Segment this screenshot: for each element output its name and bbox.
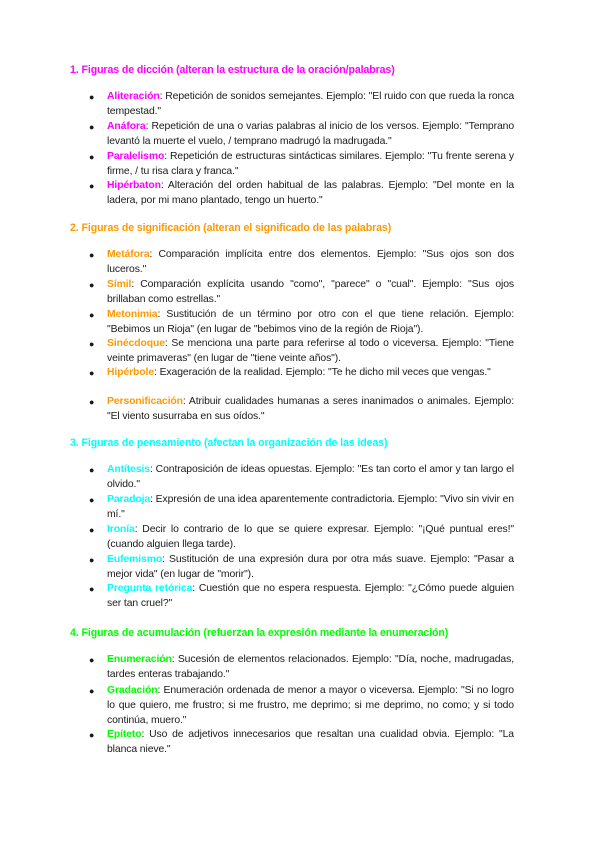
figure-term: Personificación — [107, 396, 183, 407]
figure-term: Pregunta retórica — [107, 583, 193, 594]
figure-description: : Repetición de estructuras sintácticas similares. Ejemplo: "Tu frente serena y firme, / tu risa clara y franca." — [107, 151, 514, 177]
figure-description: : Exageración de la realidad. Ejemplo: "Te he dicho mil veces que vengas." — [154, 367, 491, 378]
figure-description: : Se menciona una parte para referirse al todo o viceversa. Ejemplo: "Tiene veinte primaveras" (en lugar de "tiene veinte años"). — [107, 338, 514, 364]
figure-term: Hipérbole — [107, 367, 155, 378]
figure-description: : Alteración del orden habitual de las palabras. Ejemplo: "Del monte en la ladera, por mi mano plantado, tengo un huerto." — [107, 180, 514, 206]
bullet-icon: ● — [89, 152, 95, 162]
figure-term: Hipérbaton — [107, 180, 161, 191]
figure-description: : Decir lo contrario de lo que se quiere expresar. Ejemplo: "¡Qué puntual eres!" (cuando alguien llega tarde). — [107, 524, 514, 550]
figure-term: Ironía — [107, 524, 135, 535]
figure-term: Eufemismo — [107, 554, 163, 565]
section-heading: 1. Figuras de dicción (alteran la estructura de la oración/palabras) — [70, 64, 395, 76]
figure-term: Epíteto — [107, 729, 142, 740]
figure-description: : Uso de adjetivos innecesarios que resaltan una cualidad obvia. Ejemplo: "La blanca nieve." — [107, 729, 514, 755]
figure-description: : Cuestión que no espera respuesta. Ejemplo: "¿Cómo puede alguien ser tan cruel?" — [107, 583, 514, 609]
figure-description: : Enumeración ordenada de menor a mayor o viceversa. Ejemplo: "Si no logro lo que quiero, me frustro; si me frustro, me deprimo; si me deprimo, no como; y si todo continúa, muero." — [107, 685, 514, 726]
bullet-icon: ● — [89, 122, 95, 132]
section-heading: 3. Figuras de pensamiento (afectan la organización de las ideas) — [70, 437, 388, 449]
figure-description: : Repetición de sonidos semejantes. Ejemplo: "El ruido con que rueda la ronca tempestad." — [107, 91, 514, 117]
figure-term: Gradación — [107, 685, 158, 696]
figure-term: Anáfora — [107, 121, 146, 132]
figure-term: Enumeración — [107, 654, 172, 665]
bullet-icon: ● — [89, 92, 95, 102]
bullet-icon: ● — [89, 181, 95, 191]
bullet-icon: ● — [89, 339, 95, 349]
figure-term: Aliteración — [107, 91, 160, 102]
section-heading: 4. Figuras de acumulación (refuerzan la expresión mediante la enumeración) — [70, 627, 449, 639]
figure-term: Paradoja — [107, 494, 151, 505]
figure-term: Metonimia — [107, 309, 158, 320]
bullet-icon: ● — [89, 310, 95, 320]
bullet-icon: ● — [89, 397, 95, 407]
figure-term: Paralelismo — [107, 151, 165, 162]
figure-term: Sinécdoque — [107, 338, 165, 349]
figure-description: : Repetición de una o varias palabras al inicio de los versos. Ejemplo: "Temprano levantó la muerte el vuelo, / temprano madrugó la madrugada." — [107, 121, 514, 147]
bullet-icon: ● — [89, 525, 95, 535]
figure-description: : Comparación implícita entre dos elementos. Ejemplo: "Sus ojos son dos luceros." — [107, 249, 514, 275]
bullet-icon: ● — [89, 655, 95, 665]
bullet-icon: ● — [89, 686, 95, 696]
figure-description: : Contraposición de ideas opuestas. Ejemplo: "Es tan corto el amor y tan largo el olvido." — [107, 464, 514, 490]
figure-description: : Atribuir cualidades humanas a seres inanimados o animales. Ejemplo: "El viento susurraba en sus oídos." — [107, 396, 514, 422]
figure-description: : Sucesión de elementos relacionados. Ejemplo: "Día, noche, madrugadas, tardes enteras trabajando." — [107, 654, 514, 680]
bullet-icon: ● — [89, 555, 95, 565]
bullet-icon: ● — [89, 495, 95, 505]
figure-term: Símil — [107, 279, 132, 290]
bullet-icon: ● — [89, 250, 95, 260]
figure-description: : Expresión de una idea aparentemente contradictoria. Ejemplo: "Vivo sin vivir en mí." — [107, 494, 514, 520]
figure-description: : Sustitución de un término por otro con el que tiene relación. Ejemplo: "Bebimos un Rioja" (en lugar de "bebimos vino de la región de Rioja"). — [107, 309, 514, 335]
bullet-icon: ● — [89, 584, 95, 594]
figure-description: : Comparación explícita usando "como", "parece" o "cual". Ejemplo: "Sus ojos brillaban como estrellas." — [107, 279, 514, 305]
section-heading: 2. Figuras de significación (alteran el significado de las palabras) — [70, 222, 392, 234]
bullet-icon: ● — [89, 465, 95, 475]
figure-term: Antítesis — [107, 464, 150, 475]
bullet-icon: ● — [89, 730, 95, 740]
figure-description: : Sustitución de una expresión dura por otra más suave. Ejemplo: "Pasar a mejor vida" (en lugar de "morir"). — [107, 554, 514, 580]
figure-term: Metáfora — [107, 249, 150, 260]
bullet-icon: ● — [89, 280, 95, 290]
bullet-icon: ● — [89, 368, 95, 378]
